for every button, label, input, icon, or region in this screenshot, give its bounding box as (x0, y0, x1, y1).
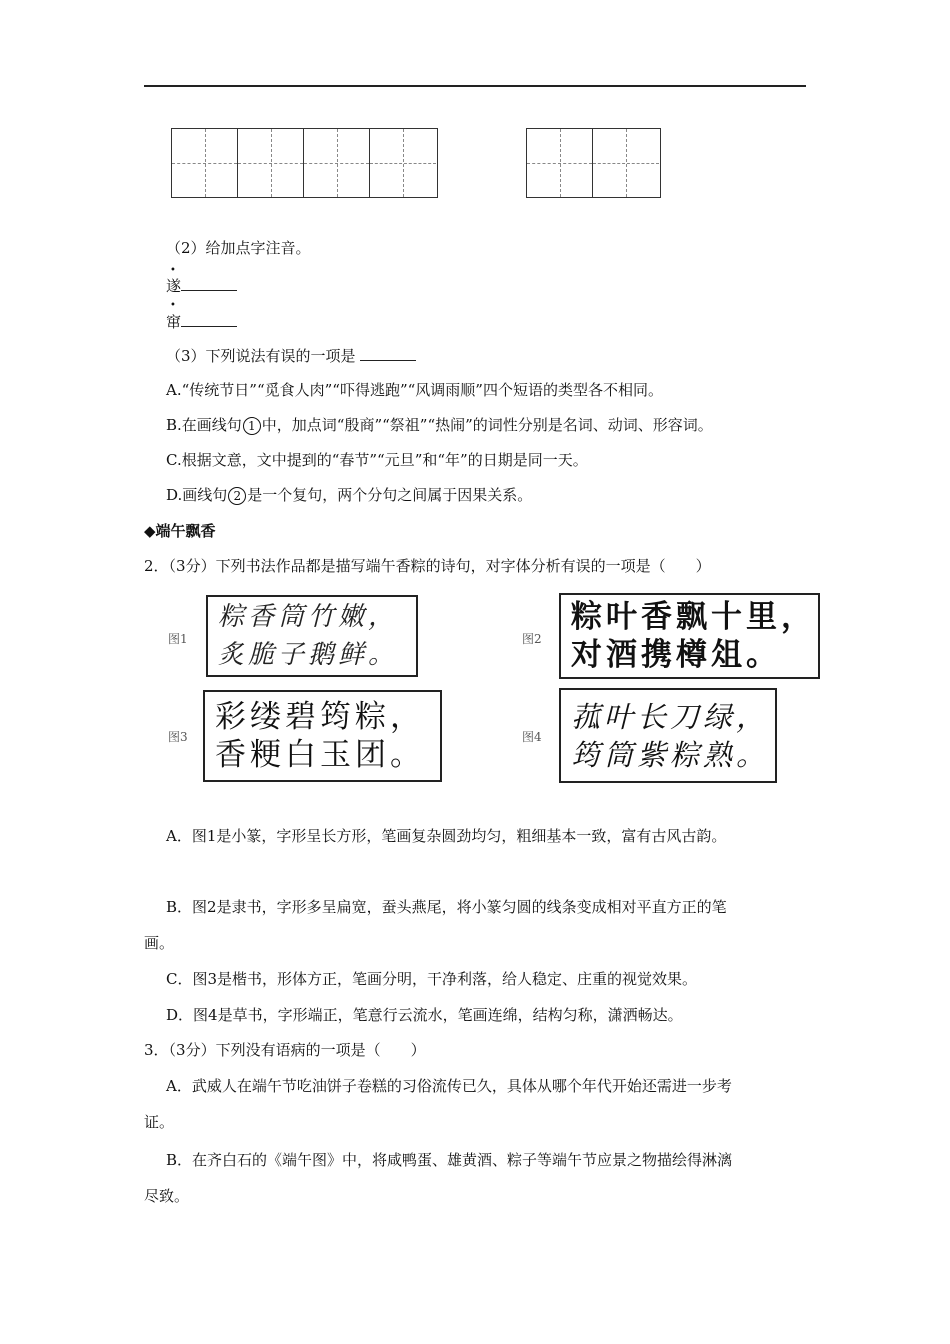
pinyin-char: 遂 (166, 277, 182, 295)
question-3-stem: 3．（3分）下列没有语病的一项是（ ） (144, 1041, 426, 1059)
figure-label: 图3 (168, 730, 188, 744)
circled-number: 2 (228, 487, 246, 505)
q3-stem: （3）下列说法有误的一项是 (166, 346, 416, 366)
calligraphy-line: 香粳白玉团。 (215, 737, 425, 772)
question-2-stem: 2．（3分）下列书法作品都是描写端午香粽的诗句，对字体分析有误的一项是（ ） (144, 557, 711, 575)
q2-stem: （2）给加点字注音。 (166, 239, 311, 257)
q2-option-c: C．图3是楷书，形体方正，笔画分明，干净利落，给人稳定、庄重的视觉效果。 (166, 970, 698, 988)
calligraphy-line: 彩缕碧筠粽， (215, 699, 425, 734)
grid-cell[interactable] (527, 129, 593, 197)
calligraphy-line: 粽叶香飘十里， (571, 599, 816, 635)
grid-cell[interactable] (304, 129, 370, 197)
pinyin-item (166, 276, 237, 296)
option-b: B.在画线句 1 中，加点词“殷商”“祭祖”“热闹”的词性分别是名词、动词、形容词。 (166, 416, 713, 434)
writing-grid-two[interactable] (526, 128, 661, 198)
answer-blank[interactable] (181, 312, 237, 327)
emphasis-dot: • (170, 265, 176, 276)
calligraphy-figure-3 (203, 690, 442, 782)
figure-label: 图2 (522, 632, 542, 646)
grid-cell[interactable] (593, 129, 659, 197)
q3-option-b-cont: 尽致。 (144, 1187, 190, 1205)
calligraphy-figure-4 (559, 688, 777, 783)
pinyin-char: 窜 (166, 313, 182, 331)
figure-label: 图4 (522, 730, 542, 744)
calligraphy-figure-1 (206, 595, 418, 677)
calligraphy-line: 对酒携樽俎。 (571, 637, 781, 673)
circled-number: 1 (243, 417, 261, 435)
grid-cell[interactable] (370, 129, 436, 197)
q2-option-a: A．图1是小篆，字形呈长方形，笔画复杂圆劲均匀，粗细基本一致，富有古风古韵。 (166, 827, 727, 845)
writing-grid-four[interactable] (171, 128, 438, 198)
calligraphy-line: 筠筒紫粽熟。 (571, 737, 770, 772)
section-title: ◆端午飘香 (144, 522, 216, 540)
option-c: C.根据文意，文中提到的“春节”“元旦”和“年”的日期是同一天。 (166, 451, 588, 469)
answer-blank[interactable] (360, 346, 416, 361)
q2-option-d: D．图4是草书，字形端正，笔意行云流水，笔画连绵，结构匀称，潇洒畅达。 (166, 1006, 683, 1024)
pinyin-item (166, 312, 237, 332)
calligraphy-figure-2 (559, 593, 820, 679)
q3-option-a-cont: 证。 (144, 1113, 175, 1131)
q3-option-a: A．武威人在端午节吃油饼子卷糕的习俗流传已久，具体从哪个年代开始还需进一步考 (166, 1077, 732, 1095)
option-a: A.“传统节日”“觅食人肉”“吓得逃跑”“风调雨顺”四个短语的类型各不相同。 (166, 381, 663, 399)
grid-cell[interactable] (238, 129, 304, 197)
grid-cell[interactable] (172, 129, 238, 197)
calligraphy-line: 菰叶长刀绿， (571, 699, 770, 734)
q2-option-b-cont: 画。 (144, 934, 175, 952)
q2-option-b: B．图2是隶书，字形多呈扁宽，蚕头燕尾，将小篆匀圆的线条变成相对平直方正的笔 (166, 898, 727, 916)
option-d: D.画线句 2 是一个复句，两个分句之间属于因果关系。 (166, 486, 533, 504)
q3-option-b: B．在齐白石的《端午图》中，将咸鸭蛋、雄黄酒、粽子等端午节应景之物描绘得淋漓 (166, 1151, 733, 1169)
calligraphy-line: 炙脆子鹅鲜。 (218, 640, 399, 670)
emphasis-dot: • (170, 300, 176, 311)
header-rule (144, 85, 806, 87)
figure-label: 图1 (168, 632, 188, 646)
answer-blank[interactable] (181, 276, 237, 291)
calligraphy-line: 粽香筒竹嫩， (218, 602, 399, 632)
